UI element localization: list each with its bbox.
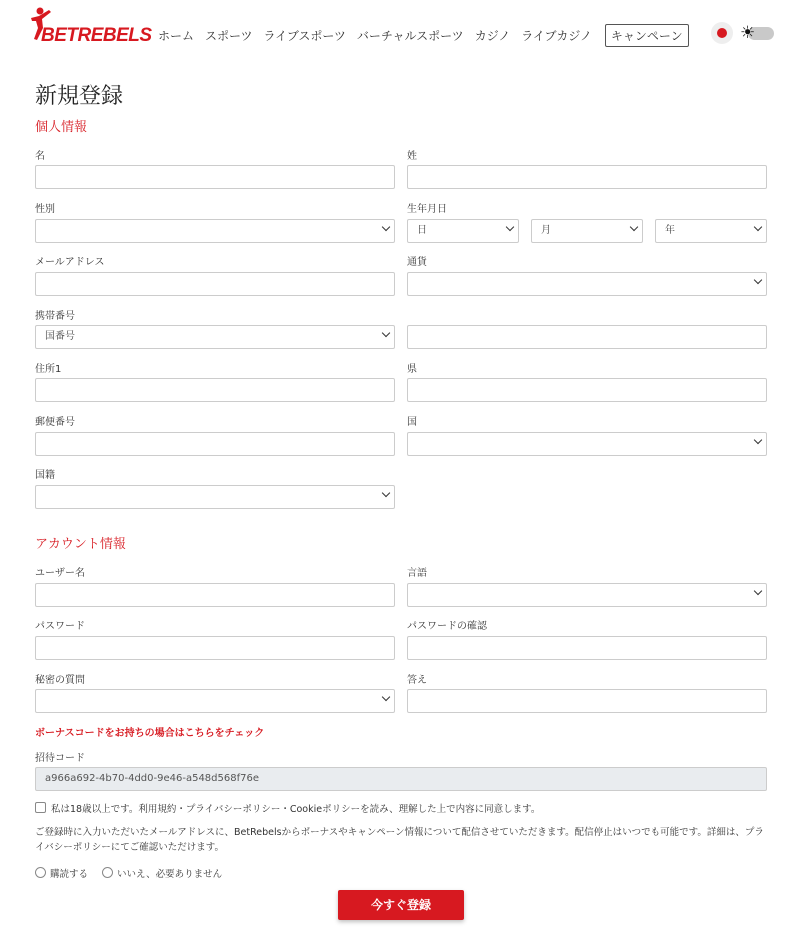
username-input[interactable]: [35, 583, 395, 607]
chevron-down-icon: [630, 223, 638, 231]
japan-flag-icon[interactable]: [711, 22, 733, 44]
dob-day-value: 日: [417, 225, 427, 236]
page-title: 新規登録: [35, 84, 124, 109]
chevron-down-icon: [382, 489, 390, 497]
last-name-input[interactable]: [407, 165, 767, 189]
nationality-label: 国籍: [35, 470, 55, 481]
gender-label: 性別: [35, 204, 55, 215]
invite-code-input[interactable]: a966a692-4b70-4dd0-9e46-a548d568f76e: [35, 767, 767, 791]
language-label: 言語: [407, 568, 427, 579]
last-name-label: 姓: [407, 151, 417, 162]
register-now-button[interactable]: 今すぐ登録: [338, 890, 464, 920]
chevron-down-icon: [754, 587, 762, 595]
dob-year-value: 年: [665, 225, 675, 236]
nav-home[interactable]: ホーム: [158, 29, 195, 43]
theme-toggle[interactable]: [740, 24, 774, 42]
chevron-down-icon: [754, 223, 762, 231]
chevron-down-icon: [754, 436, 762, 444]
password-input[interactable]: [35, 636, 395, 660]
chevron-down-icon: [382, 223, 390, 231]
password-confirm-input[interactable]: [407, 636, 767, 660]
currency-select[interactable]: [407, 272, 767, 296]
personal-info-heading: 個人情報: [35, 120, 88, 135]
dob-label: 生年月日: [407, 204, 447, 215]
secret-question-select[interactable]: [35, 689, 395, 713]
dob-day-select[interactable]: [407, 219, 519, 243]
nav-virtual-sports[interactable]: バーチャルスポーツ: [356, 29, 464, 43]
chevron-down-icon: [754, 276, 762, 284]
nationality-select[interactable]: [35, 485, 395, 509]
nav-campaign-button[interactable]: キャンペーン: [605, 24, 689, 47]
chevron-down-icon: [382, 329, 390, 337]
first-name-input[interactable]: [35, 165, 395, 189]
mobile-label: 携帯番号: [35, 311, 75, 322]
language-select[interactable]: [407, 583, 767, 607]
answer-input[interactable]: [407, 689, 767, 713]
subscribe-no-label: いいえ、必要ありません: [117, 869, 223, 880]
email-label: メールアドレス: [35, 257, 105, 268]
age-consent-checkbox[interactable]: [35, 802, 46, 813]
dob-month-select[interactable]: [531, 219, 643, 243]
account-info-heading: アカウント情報: [35, 537, 126, 552]
dob-year-select[interactable]: [655, 219, 767, 243]
subscribe-yes-radio[interactable]: [35, 867, 46, 878]
mobile-input[interactable]: [407, 325, 767, 349]
first-name-label: 名: [35, 151, 45, 162]
currency-label: 通貨: [407, 257, 427, 268]
nav-casino[interactable]: カジノ: [474, 29, 511, 43]
password-label: パスワード: [35, 621, 85, 632]
secret-question-label: 秘密の質問: [35, 675, 85, 686]
dob-month-value: 月: [541, 225, 551, 236]
prefecture-label: 県: [407, 364, 417, 375]
chevron-down-icon: [506, 223, 514, 231]
invite-code-label: 招待コード: [35, 753, 85, 764]
main-nav: [158, 24, 700, 47]
prefecture-input[interactable]: [407, 378, 767, 402]
password-confirm-label: パスワードの確認: [407, 621, 487, 632]
username-label: ユーザー名: [35, 568, 85, 579]
subscribe-yes-label: 購読する: [50, 869, 89, 880]
nav-live-casino[interactable]: ライブカジノ: [521, 29, 592, 43]
country-select[interactable]: [407, 432, 767, 456]
email-input[interactable]: [35, 272, 395, 296]
bonus-code-link[interactable]: ボーナスコードをお持ちの場合はこちらをチェック: [35, 728, 265, 739]
nav-live-sports[interactable]: ライブスポーツ: [263, 29, 346, 43]
site-header: [0, 0, 802, 64]
subscribe-no-radio[interactable]: [102, 867, 113, 878]
brand-logo[interactable]: [29, 6, 152, 50]
age-consent-text: 私は18歳以上です。利用規約・プライバシーポリシー・Cookieポリシーを読み、理解した上で内容に同意します。: [51, 804, 541, 815]
country-code-select[interactable]: [35, 325, 395, 349]
country-label: 国: [407, 417, 417, 428]
chevron-down-icon: [382, 693, 390, 701]
newsletter-notice: ご登録時に入力いただいたメールアドレスに、BetRebelsからボーナスやキャンペーン情報について配信させていただきます。配信停止はいつでも可能です。詳細は、プライバシーポリシーにてご確認いただけます。: [35, 827, 764, 853]
answer-label: 答え: [407, 675, 427, 686]
sun-icon: ☀: [740, 23, 756, 43]
address-input[interactable]: [35, 378, 395, 402]
logo-text: BETREBELS: [41, 25, 152, 46]
address-label: 住所1: [35, 364, 62, 375]
gender-select[interactable]: [35, 219, 395, 243]
postal-label: 郵便番号: [35, 417, 75, 428]
nav-sports[interactable]: スポーツ: [205, 29, 253, 43]
postal-input[interactable]: [35, 432, 395, 456]
country-code-value: 国番号: [45, 331, 75, 342]
